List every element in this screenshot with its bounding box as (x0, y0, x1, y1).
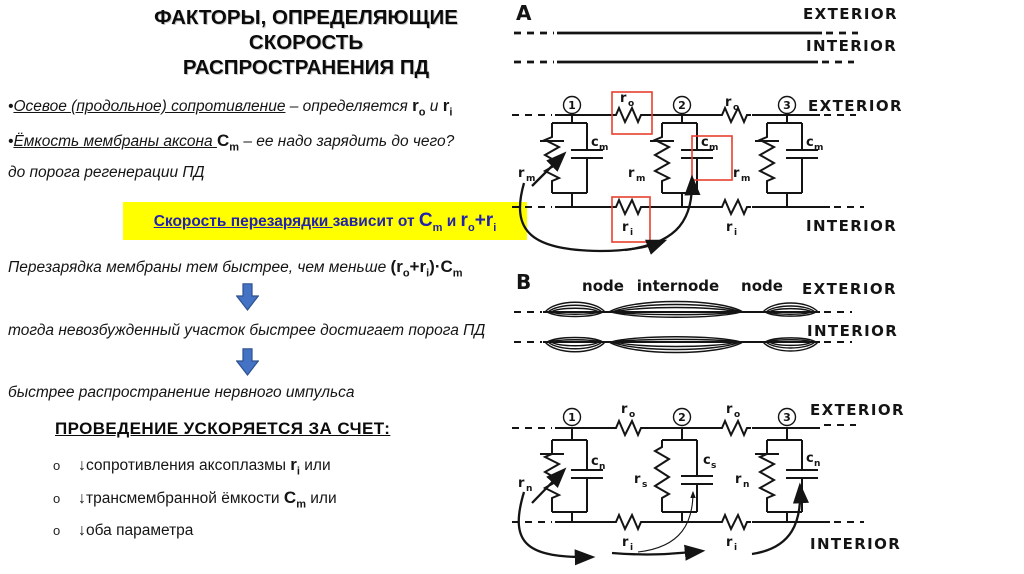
resistor-rs (655, 444, 669, 501)
interior-label: INTERIOR (807, 322, 899, 340)
label-rm: r (733, 166, 740, 181)
node-badge-3 (779, 409, 796, 426)
symbol-ri: $r_i$ (290, 455, 300, 478)
interior-label: INTERIOR (806, 217, 898, 235)
bullet2-line2: до порога регенерации ПД (8, 164, 205, 182)
symbol-ri: $r_i$ (442, 96, 453, 119)
interior-label: INTERIOR (810, 535, 902, 553)
exterior-label: EXTERIOR (810, 401, 905, 419)
bullet1-mid: – определяется (285, 98, 413, 115)
highlight-and: и (442, 213, 461, 230)
bullet-axial-resistance (8, 95, 508, 123)
svg-text:o: o (628, 99, 635, 109)
membrane-element-1 (518, 115, 608, 207)
label-ri: r (726, 220, 733, 235)
svg-text:1: 1 (568, 411, 576, 424)
myelin-bottom (514, 337, 852, 353)
capacitor-cn (786, 470, 818, 478)
list-item-both-parameters: o ↓оба параметра (53, 522, 194, 539)
panel-letter-a: A (516, 1, 532, 25)
symbol-ro: $r_o$ (412, 96, 426, 119)
bullet-membrane-capacitance (8, 128, 513, 186)
label-cn: c (806, 451, 814, 466)
svg-text:m: m (709, 143, 719, 153)
resistor-ro-2 (718, 421, 751, 435)
svg-text:n: n (814, 459, 821, 469)
paragraph-recharge-speed: Перезарядка мембраны тем быстрее, чем меньше $(r_o+r_i)\cdot C_m$ (8, 257, 463, 280)
section-b-myelinated-axon (514, 270, 898, 353)
variable-resistor-arrow (532, 154, 564, 186)
node-element-3 (735, 428, 820, 522)
exterior-label: EXTERIOR (803, 5, 898, 23)
variable-resistor-arrow (532, 470, 564, 503)
label-rm: r (628, 166, 635, 181)
resistor-rn (545, 450, 559, 500)
resistor-ri-1 (612, 515, 645, 529)
current-flow-arrow (519, 492, 592, 557)
svg-text:i: i (630, 228, 634, 238)
highlight-box (123, 202, 527, 240)
circuit-myelinated (512, 401, 905, 557)
symbol-cm: $C_m$ (418, 210, 443, 234)
myelin-top (514, 302, 852, 318)
current-flow-arrow-into-cm (625, 178, 692, 250)
bullet-marker: • (8, 133, 14, 150)
bullet1-and: и (425, 98, 443, 115)
label-ri: r (726, 535, 733, 550)
label-rn: r (518, 476, 525, 491)
label-rm: r (518, 166, 525, 181)
svg-text:o: o (734, 410, 741, 420)
resistor-ri-2 (718, 515, 751, 529)
interior-label: INTERIOR (806, 37, 898, 55)
paragraph-threshold: тогда невозбужденный участок быстрее достигает порога ПД (8, 322, 486, 339)
circle-bullet: o (53, 458, 61, 473)
svg-text:s: s (711, 461, 717, 471)
label-ro: r (726, 402, 733, 417)
label-ro: r (621, 402, 628, 417)
node-badge-2 (674, 97, 691, 114)
label-cs: c (703, 453, 711, 468)
resistor-ro-1 (612, 108, 645, 122)
node-badge-1 (564, 409, 581, 426)
circle-bullet: o (53, 523, 61, 538)
svg-text:n: n (743, 480, 750, 490)
symbol-ri: $r_i$ (485, 210, 497, 234)
current-flow-arrow (520, 183, 664, 251)
svg-text:m: m (741, 174, 751, 184)
title-line-2: СКОРОСТЬ (248, 31, 364, 54)
svg-text:2: 2 (678, 411, 686, 424)
symbol-cm: $C_m$ (216, 131, 240, 154)
svg-text:3: 3 (783, 99, 791, 112)
circle-bullet: o (53, 491, 61, 506)
internode-element-2 (634, 428, 716, 522)
label-ri: r (622, 535, 629, 550)
circuit-unmyelinated (512, 91, 903, 251)
svg-text:m: m (526, 174, 536, 184)
decrease-arrow-icon: ↓ (78, 490, 86, 507)
svg-text:i: i (734, 228, 738, 238)
svg-text:m: m (814, 143, 824, 153)
panel-letter-b: B (516, 270, 532, 294)
list-item-transmembrane-capacitance: o ↓трансмембранной ёмкости $C_m$ или (53, 488, 337, 511)
resistor-ro-1 (612, 421, 645, 435)
exterior-label: EXTERIOR (808, 97, 903, 115)
current-flow-arrow-into-cn (752, 486, 800, 554)
resistor-rn (760, 450, 774, 500)
svg-text:i: i (630, 543, 634, 553)
label-cm: c (701, 135, 709, 150)
resistor-ri-2 (718, 200, 751, 214)
label-ro: r (725, 95, 732, 110)
node-badge-1 (564, 97, 581, 114)
svg-text:1: 1 (568, 99, 576, 112)
membrane-element-3 (733, 115, 823, 207)
svg-text:2: 2 (678, 99, 686, 112)
node-badge-2 (674, 409, 691, 426)
node-label-right: node (741, 277, 783, 295)
label-cm: c (591, 135, 599, 150)
decrease-arrow-icon: ↓ (78, 457, 86, 474)
symbol-ro: $r_o$ (460, 210, 475, 234)
label-ri: r (622, 220, 629, 235)
membrane-element-2 (628, 115, 718, 207)
title-line-1: ФАКТОРЫ, ОПРЕДЕЛЯЮЩИЕ (154, 6, 458, 29)
label-rs: r (634, 472, 641, 487)
bullet1-underlined: Осевое (продольное) сопротивление (13, 98, 286, 115)
down-arrow-icon (236, 348, 259, 376)
node-badge-3 (779, 97, 796, 114)
axon-figure (500, 0, 1024, 574)
capacitor-cs (681, 476, 713, 484)
svg-text:s: s (642, 480, 648, 490)
decrease-arrow-icon: ↓ (78, 522, 86, 539)
section-a-unmyelinated-axon (514, 1, 898, 62)
resistor-ri-1 (612, 200, 645, 214)
node-element-1 (518, 428, 605, 522)
node-label-left: node (582, 277, 624, 295)
exterior-label: EXTERIOR (802, 280, 897, 298)
symbol-cm: $C_m$ (283, 488, 306, 511)
formula-ro-ri-cm: $(r_o+r_i)\cdot C_m$ (390, 257, 463, 280)
slide-title (60, 5, 552, 80)
current-flow-arrow (612, 551, 702, 554)
title-line-3: РАСПРОСТРАНЕНИЯ ПД (182, 56, 430, 79)
highlight-mid: зависит от (332, 213, 419, 230)
svg-text:m: m (636, 174, 646, 184)
svg-text:n: n (526, 484, 533, 494)
label-rn: r (735, 472, 742, 487)
label-ro: r (620, 91, 627, 106)
svg-text:i: i (734, 543, 738, 553)
list-item-axoplasm-resistance: o ↓сопротивления аксоплазмы $r_i$ или (53, 455, 331, 478)
svg-text:n: n (599, 462, 606, 472)
highlight-underlined: Скорость перезарядки (153, 213, 333, 230)
bullet2-underlined: Ёмкость мембраны аксона (13, 133, 217, 150)
svg-text:o: o (733, 103, 740, 113)
svg-text:3: 3 (783, 411, 791, 424)
bullet2-after: – ее надо зарядить до чего? (239, 133, 455, 150)
plus-sign: + (474, 210, 486, 231)
label-cn: c (591, 454, 599, 469)
svg-text:m: m (599, 143, 609, 153)
internode-label: internode (636, 277, 720, 295)
acceleration-heading: ПРОВЕДЕНИЕ УСКОРЯЕТСЯ ЗА СЧЕТ: (55, 419, 391, 438)
down-arrow-icon (236, 283, 259, 311)
svg-text:o: o (629, 410, 636, 420)
paragraph-faster-impulse: быстрее распространение нервного импульса (8, 384, 355, 401)
bullet-marker: • (8, 98, 14, 115)
label-cm: c (806, 135, 814, 150)
